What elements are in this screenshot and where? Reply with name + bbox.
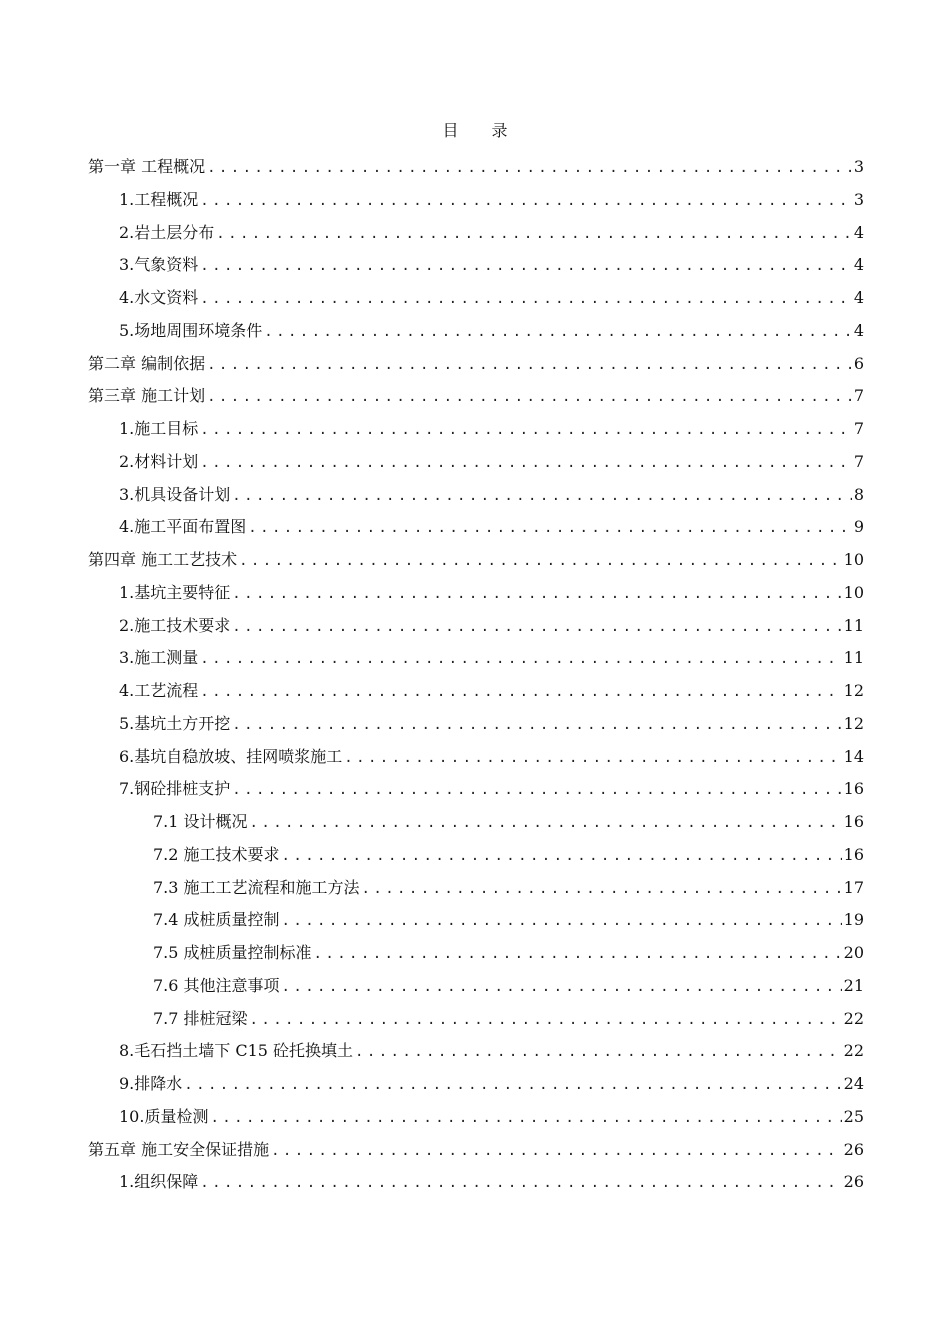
toc-entry-label: 10.质量检测 [119, 1106, 209, 1126]
toc-dot-leader [355, 1036, 842, 1068]
toc-dot-leader [200, 283, 852, 315]
toc-entry[interactable] [88, 970, 864, 1003]
toc-entry-label: 7.钢砼排桩支护 [119, 779, 231, 799]
toc-entry[interactable] [88, 1003, 864, 1036]
toc-dot-leader [200, 250, 852, 282]
toc-entry-label: 1.施工目标 [119, 419, 199, 438]
toc-entry-label: 2.岩土层分布 [119, 222, 215, 242]
toc-entry-label: 1.组织保障 [119, 1172, 199, 1192]
toc-page-number: 19 [843, 910, 864, 930]
toc-dot-leader [200, 447, 852, 479]
toc-page-number: 16 [843, 779, 864, 799]
toc-page-number: 26 [843, 1172, 864, 1192]
toc-dot-leader [232, 578, 841, 610]
toc-entry[interactable] [88, 1134, 864, 1167]
toc-dot-leader [232, 774, 841, 806]
toc-entry[interactable] [88, 413, 864, 446]
toc-entry-label: 第三章 施工计划 [88, 386, 206, 406]
toc-entry-label: 第五章 施工安全保证措施 [88, 1139, 270, 1159]
toc-page-number: 11 [843, 648, 864, 668]
toc-entry-label: 7.1 设计概况 [153, 812, 248, 831]
toc-dot-leader [232, 611, 841, 643]
toc-page-number: 21 [843, 975, 864, 995]
toc-entry[interactable] [88, 675, 864, 708]
toc-page-number: 26 [843, 1139, 864, 1159]
toc-entry[interactable] [88, 577, 864, 610]
toc-entry[interactable] [88, 249, 864, 282]
toc-entry-label: 9.排降水 [119, 1074, 183, 1093]
toc-page-number: 6 [853, 353, 864, 373]
toc-page-number: 11 [843, 615, 864, 635]
toc-page-number: 10 [843, 582, 864, 602]
toc-entry[interactable] [88, 479, 864, 512]
toc-page-number: 20 [843, 943, 864, 962]
toc-entry-label: 1.工程概况 [119, 189, 199, 209]
toc-dot-leader [207, 381, 852, 413]
toc-dot-leader [248, 512, 852, 544]
toc-page-number: 7 [853, 419, 864, 438]
toc-entry-label: 4.施工平面布置图 [119, 517, 247, 537]
toc-dot-leader [282, 905, 842, 937]
toc-entry[interactable] [88, 511, 864, 544]
toc-title: 目 录 [442, 121, 522, 140]
toc-dot-leader [200, 676, 841, 708]
toc-page-number: 4 [853, 222, 864, 242]
toc-entry[interactable] [88, 151, 864, 184]
toc-entry-label: 3.机具设备计划 [119, 484, 231, 504]
toc-dot-leader [282, 840, 842, 872]
toc-entry[interactable] [88, 773, 864, 806]
toc-dot-leader [232, 709, 841, 741]
toc-dot-leader [207, 349, 852, 381]
toc-entry[interactable] [88, 184, 864, 217]
toc-page-number: 25 [843, 1106, 864, 1126]
toc-entry-label: 7.7 排桩冠梁 [153, 1008, 248, 1028]
toc-dot-leader [200, 1167, 841, 1199]
toc-entry-label: 4.工艺流程 [119, 681, 199, 700]
toc-dot-leader [314, 938, 842, 970]
toc-page-number: 3 [853, 157, 864, 176]
toc-entry-label: 5.基坑土方开挖 [119, 713, 231, 733]
toc-entry-label: 4.水文资料 [119, 288, 199, 307]
toc-entry[interactable] [88, 937, 864, 970]
toc-entry[interactable] [88, 446, 864, 479]
toc-dot-leader [210, 1102, 841, 1134]
toc-entry[interactable] [88, 315, 864, 348]
toc-entry[interactable] [88, 348, 864, 381]
toc-entry-label: 第一章 工程概况 [88, 157, 206, 176]
toc-page-number: 12 [843, 713, 864, 733]
toc-entry[interactable] [88, 282, 864, 315]
toc-entry[interactable] [88, 806, 864, 839]
toc-page-number: 10 [843, 550, 864, 569]
toc-dot-leader [200, 185, 852, 217]
toc-entry-label: 2.施工技术要求 [119, 615, 231, 635]
toc-page-number: 14 [843, 746, 864, 766]
toc-entry-label: 5.场地周围环境条件 [119, 320, 263, 340]
toc-entry-label: 6.基坑自稳放坡、挂网喷浆施工 [119, 746, 343, 766]
toc-dot-leader [264, 316, 852, 348]
toc-entry-label: 1.基坑主要特征 [119, 582, 231, 602]
toc-entry[interactable] [88, 642, 864, 675]
toc-page-number: 24 [843, 1074, 864, 1093]
toc-entry-label: 第四章 施工工艺技术 [88, 550, 238, 569]
toc-dot-leader [232, 480, 852, 512]
toc-entry[interactable] [88, 904, 864, 937]
toc-entry[interactable] [88, 839, 864, 872]
toc-entry-label: 8.毛石挡土墙下 C15 砼托换填土 [119, 1041, 354, 1061]
toc-page-number: 3 [853, 189, 864, 209]
toc-page-number: 9 [853, 517, 864, 537]
toc-entry[interactable] [88, 872, 864, 905]
toc-dot-leader [216, 218, 852, 250]
toc-page-number: 22 [843, 1041, 864, 1061]
toc-dot-leader [200, 414, 852, 446]
toc-page-number: 12 [843, 681, 864, 700]
toc-entry[interactable] [88, 380, 864, 413]
toc-dot-leader [271, 1135, 842, 1167]
toc-entry[interactable] [88, 544, 864, 577]
toc-page-number: 8 [853, 484, 864, 504]
toc-entry[interactable] [88, 741, 864, 774]
toc-dot-leader [239, 545, 842, 577]
toc-entry[interactable] [88, 1166, 864, 1199]
toc-list [88, 151, 864, 1199]
toc-page-number: 7 [853, 386, 864, 406]
toc-page-number: 16 [843, 812, 864, 831]
toc-page-number: 4 [853, 288, 864, 307]
toc-entry-label: 3.气象资料 [119, 255, 199, 275]
toc-entry[interactable] [88, 610, 864, 643]
toc-entry-label: 7.4 成桩质量控制 [153, 910, 280, 930]
toc-entry-label: 第二章 编制依据 [88, 353, 206, 373]
toc-dot-leader [250, 807, 842, 839]
toc-page-number: 22 [843, 1008, 864, 1028]
toc-entry[interactable] [88, 217, 864, 250]
toc-page-number: 4 [853, 255, 864, 275]
toc-dot-leader [207, 152, 852, 184]
toc-entry-label: 7.5 成桩质量控制标准 [153, 943, 312, 962]
toc-dot-leader [200, 643, 841, 675]
toc-page-number: 7 [853, 451, 864, 471]
toc-entry[interactable] [88, 708, 864, 741]
toc-dot-leader [282, 971, 842, 1003]
toc-dot-leader [250, 1004, 842, 1036]
toc-entry[interactable] [88, 1035, 864, 1068]
toc-dot-leader [344, 742, 841, 774]
toc-dot-leader [184, 1069, 841, 1101]
toc-entry-label: 3.施工测量 [119, 648, 199, 668]
toc-entry-label: 7.6 其他注意事项 [153, 975, 280, 995]
toc-entry-label: 7.2 施工技术要求 [153, 844, 280, 864]
toc-entry-label: 2.材料计划 [119, 451, 199, 471]
toc-page-number: 17 [843, 877, 864, 897]
toc-page-number: 16 [843, 844, 864, 864]
toc-dot-leader [362, 873, 842, 905]
toc-entry[interactable] [88, 1068, 864, 1101]
toc-entry-label: 7.3 施工工艺流程和施工方法 [153, 877, 360, 897]
toc-entry[interactable] [88, 1101, 864, 1134]
toc-page-number: 4 [853, 320, 864, 340]
